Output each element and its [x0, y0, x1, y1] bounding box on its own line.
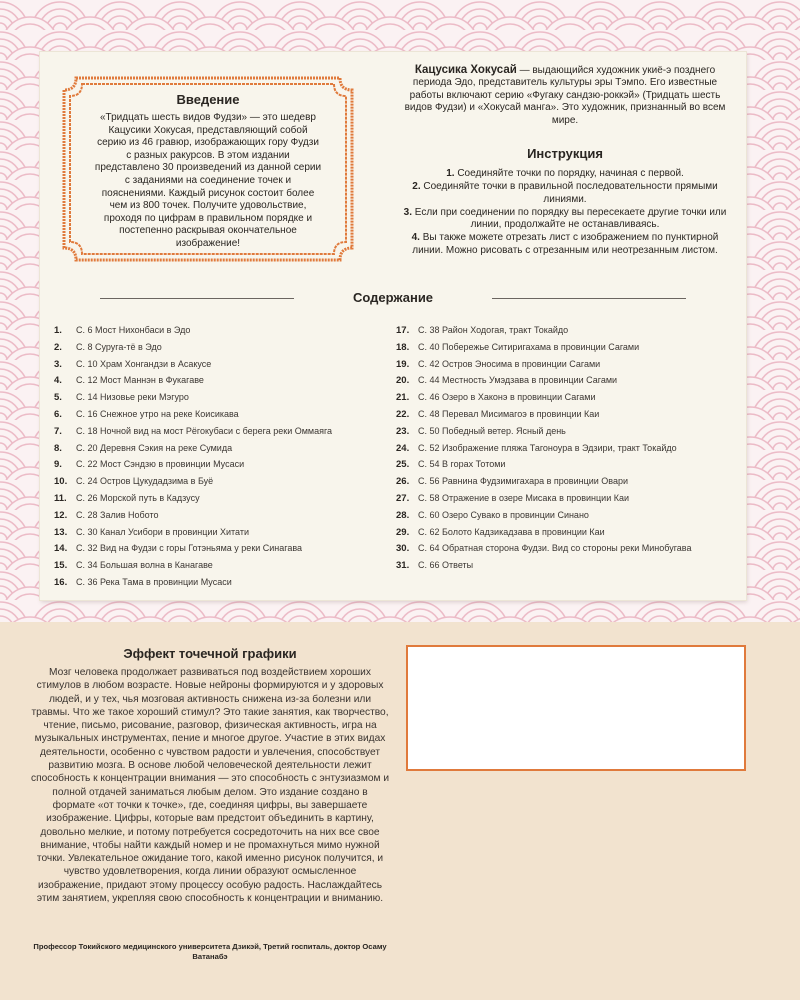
toc-item-text: С. 46 Озеро в Хаконэ в провинции Сагами	[418, 392, 596, 403]
toc-item-text: С. 52 Изображение пляжа Тагоноура в Эдзири, тракт Токайдо	[418, 442, 677, 453]
toc-item-text: С. 36 Река Тама в провинции Мусаси	[76, 576, 232, 587]
toc-item-number: 9.	[54, 459, 62, 471]
author-block	[400, 64, 730, 127]
toc-item	[54, 473, 384, 490]
toc-item	[396, 406, 736, 423]
toc-item	[54, 423, 384, 440]
toc-item	[396, 490, 736, 507]
toc-item-number: 3.	[54, 358, 62, 370]
contents-divider-right	[492, 298, 686, 299]
toc-item-text: С. 24 Остров Цукудадзима в Буё	[76, 476, 214, 487]
toc-item-text: С. 66 Ответы	[418, 560, 474, 571]
author-text: — выдающийся художник укиё-э позднего периода Эдо, представитель культуры эры Тэмпо. Его известные работы включают серию «Фугаку сандзю-роккэй» (Тридцать шесть видов Фудзи) и «Хокусай манга». Это художник, признанный во всем мире.	[404, 65, 726, 126]
toc-item-text: С. 26 Морской путь в Кадзусу	[76, 492, 200, 503]
toc-item-number: 15.	[54, 560, 68, 572]
toc-item	[54, 540, 384, 557]
toc-item	[54, 406, 384, 423]
toc-right-column	[396, 322, 736, 574]
toc-item-number: 29.	[396, 526, 410, 538]
toc-item-number: 20.	[396, 375, 410, 387]
toc-item-number: 27.	[396, 492, 410, 504]
toc-item-number: 19.	[396, 358, 410, 370]
toc-item-text: С. 18 Ночной вид на мост Рёгокубаси с берега реки Оммаяга	[76, 425, 333, 436]
toc-item-number: 23.	[396, 425, 410, 437]
instruction-number: 3.	[403, 206, 412, 218]
toc-item-number: 1.	[54, 325, 62, 336]
toc-item-number: 24.	[396, 442, 410, 454]
toc-item-text: С. 38 Район Ходогая, тракт Токайдо	[418, 325, 569, 335]
toc-item	[396, 322, 736, 339]
instruction-item	[400, 181, 730, 206]
toc-item	[54, 524, 384, 541]
toc-item-number: 31.	[396, 560, 410, 572]
toc-item-text: С. 48 Перевал Мисимагоэ в провинции Каи	[418, 408, 600, 419]
toc-item-number: 30.	[396, 543, 410, 555]
toc-item-text: С. 40 Побережье Ситиригахама в провинции Сагами	[418, 341, 640, 352]
toc-item-text: С. 34 Большая волна в Канагаве	[76, 560, 213, 571]
toc-item	[54, 456, 384, 473]
toc-item-number: 5.	[54, 392, 62, 404]
toc-item-number: 12.	[54, 509, 68, 521]
toc-item	[54, 490, 384, 507]
toc-item-text: С. 20 Деревня Сэкия на реке Сумида	[76, 442, 233, 453]
instruction-text: Если при соединении по порядку вы пересекаете другие точки или линии, продолжайте не останавливаясь.	[414, 206, 727, 231]
instructions-title: Инструкция	[527, 146, 603, 161]
toc-item-text: С. 60 Озеро Сувако в провинции Синано	[418, 509, 589, 520]
toc-item-number: 13.	[54, 526, 68, 538]
toc-left-column	[54, 322, 384, 591]
toc-item-number: 7.	[54, 425, 62, 437]
toc-item	[54, 574, 384, 591]
toc-item-number: 22.	[396, 408, 410, 420]
toc-item	[54, 356, 384, 373]
toc-item-text: С. 54 В горах Тотоми	[418, 459, 506, 470]
toc-item-text: С. 16 Снежное утро на реке Коисикава	[76, 408, 239, 419]
toc-item	[396, 557, 736, 574]
effect-signature: Профессор Токийского медицинского университета Дзикэй, Третий госпиталь, доктор Осаму Ватанабэ	[33, 942, 387, 961]
instruction-text: Соединяйте точки по порядку, начиная с первой.	[457, 168, 684, 179]
instruction-number: 1.	[446, 168, 455, 179]
instructions-list	[400, 168, 730, 258]
toc-item-text: С. 14 Низовье реки Мэгуро	[76, 392, 189, 403]
toc-item-number: 28.	[396, 509, 410, 521]
effect-text: Мозг человека продолжает развиваться под воздействием хороших стимулов в любом возрасте. Новые нейроны формируются и у здоровых людей, и у тех, чья мозговая активность снижена из-за болезни или травмы. Что же такое хороший стимул? Это такие занятия, как творчество, чтение, письмо, рисование, разговор, физическая активность, игра на музыкальных инструментах, пение и многое другое. Участие в этих видах деятельности, особенно с чувством радости и увлечения, способствует развитию мозга. В основе любой человеческой деятельности лежит способность к концентрации внимания — это способность с энтузиазмом и полной отдачей заниматься любым делом. Это издание создано в формате «от точки к точке», где, соединяя цифры, вы завершаете изображение. Цифры, которые вам предстоит объединить в картину, довольно мелкие, и потому потребуется сосредоточить на них все свое внимание, чтобы найти каждый номер и не промахнуться мимо нужной точки. Увлекательное ожидание того, какой именно рисунок получится, и чувство удовлетворения, когда линии образуют осмысленное изображение, придают этому процессу особую радость. Наслаждайтесь этим занятием, укрепляя свою способность к концентрации и вниманию.	[30, 667, 390, 905]
toc-item-number: 14.	[54, 543, 68, 555]
toc-item-number: 2.	[54, 341, 62, 353]
toc-item	[54, 557, 384, 574]
toc-item-text: С. 42 Остров Эносима в провинции Сагами	[418, 358, 601, 369]
toc-item	[396, 440, 736, 457]
intro-frame	[60, 74, 356, 264]
toc-item-number: 25.	[396, 459, 410, 471]
instruction-text: Вы также можете отрезать лист с изображением по пунктирной линии. Можно рисовать с отрезанным или неотрезанным листом.	[412, 232, 719, 256]
toc-item-text: С. 32 Вид на Фудзи с горы Готэньяма у реки Синагава	[76, 543, 303, 554]
toc-item-text: С. 56 Равнина Фудзимигахара в провинции Овари	[418, 476, 629, 487]
intro-title: Введение	[176, 92, 240, 107]
intro-text: «Тридцать шесть видов Фудзи» — это шедевр Кацусики Хокусая, представляющий собой серию из 46 гравюр, изображающих гору Фудзи с разных ракурсов. В этом издании представлено 30 произведений из данной серии с заданиями на соединение точек и пояснениями. Каждый рисунок состоит более чем из 800 точек. Получите удовольствие, проходя по цифрам в правильном порядке и постепенно раскрывая окончательное изображение!	[94, 112, 322, 249]
toc-item-text: С. 64 Обратная сторона Фудзи. Вид со стороны реки Минобугава	[418, 543, 692, 554]
toc-item	[54, 507, 384, 524]
instruction-item	[400, 168, 730, 180]
toc-item-text: С. 62 Болото Кадзикадзава в провинции Каи	[418, 526, 605, 537]
toc-item	[396, 507, 736, 524]
instruction-number: 4.	[411, 232, 420, 244]
effect-title: Эффект точечной графики	[123, 646, 297, 661]
instruction-item	[400, 207, 730, 232]
toc-item-text: С. 58 Отражение в озере Мисака в провинции Каи	[418, 492, 630, 503]
toc-item	[54, 322, 384, 339]
toc-item	[54, 339, 384, 356]
toc-item-text: С. 12 Мост Маннэн в Фукагаве	[76, 375, 204, 386]
toc-item-text: С. 50 Победный ветер. Ясный день	[418, 425, 566, 436]
author-name: Кацусика Хокусай	[414, 64, 517, 76]
toc-item-number: 11.	[54, 492, 67, 504]
toc-item-number: 17.	[396, 325, 410, 336]
toc-item-number: 18.	[396, 341, 410, 353]
instruction-text: Соединяйте точки в правильной последовательности прямыми линиями.	[423, 181, 718, 205]
toc-item-text: С. 28 Залив Нобото	[76, 509, 159, 520]
toc-item-text: С. 8 Суруга-тё в Эдо	[76, 341, 162, 352]
toc-item-number: 10.	[54, 476, 68, 488]
toc-item	[396, 423, 736, 440]
toc-item	[396, 389, 736, 406]
toc-item-text: С. 44 Местность Умэдзава в провинции Сагами	[418, 375, 618, 386]
toc-item-text: С. 10 Храм Хонгандзи в Асакусе	[76, 358, 212, 369]
toc-item-number: 16.	[54, 576, 68, 588]
toc-item	[396, 372, 736, 389]
toc-item	[54, 372, 384, 389]
instruction-item	[400, 232, 730, 257]
toc-item	[396, 339, 736, 356]
contents-title: Содержание	[352, 290, 434, 305]
toc-item-number: 21.	[396, 392, 410, 404]
toc-item	[396, 356, 736, 373]
toc-item-text: С. 6 Мост Нихонбаси в Эдо	[76, 325, 191, 335]
toc-item	[396, 524, 736, 541]
toc-item-number: 8.	[54, 442, 62, 454]
toc-item	[54, 389, 384, 406]
toc-item	[396, 456, 736, 473]
toc-item	[396, 473, 736, 490]
toc-item	[54, 440, 384, 457]
image-placeholder-box	[406, 645, 746, 771]
toc-item-number: 4.	[54, 375, 62, 387]
toc-item-number: 6.	[54, 408, 62, 420]
toc-item-text: С. 30 Канал Усибори в провинции Хитати	[76, 526, 249, 537]
instruction-number: 2.	[412, 181, 421, 193]
toc-item	[396, 540, 736, 557]
toc-item-text: С. 22 Мост Сэндзю в провинции Мусаси	[76, 459, 245, 470]
toc-item-number: 26.	[396, 476, 410, 488]
